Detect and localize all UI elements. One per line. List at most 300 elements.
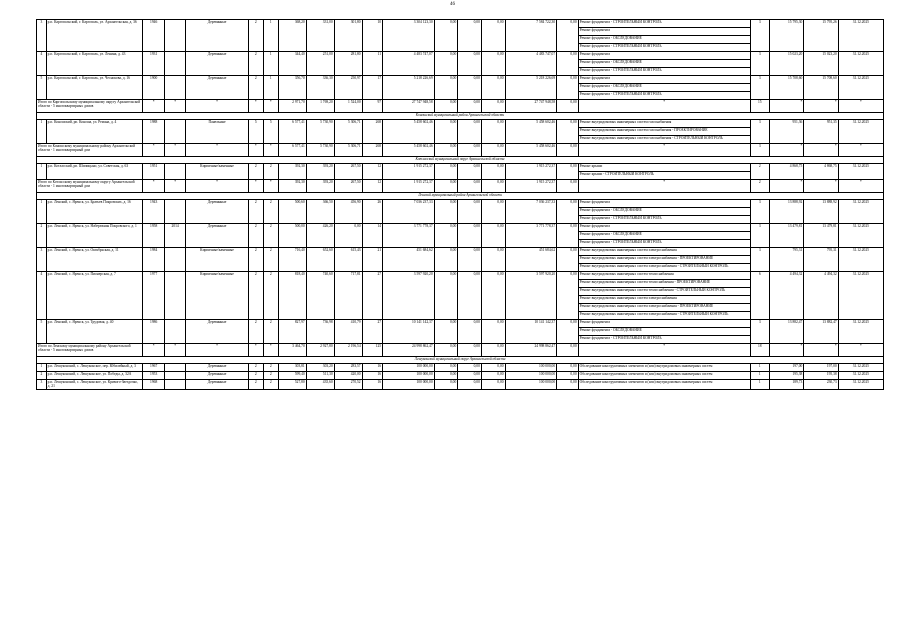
wall-material-cell: Деревянные — [186, 372, 248, 380]
unit-cost-cell: 15 795,30 — [769, 20, 803, 52]
other-funds-cell: 0,00 — [557, 20, 578, 52]
owner-funds-cell: 100 000,00 — [505, 372, 557, 380]
floors-cell: 2 — [248, 76, 263, 100]
work-type-item: Ремонт фундамента - ОБСЛЕДОВАНИЕ — [579, 328, 750, 336]
work-type-item: Ремонт фундамента - СТРОИТЕЛЬНЫЙ КОНТРОЛЬ — [579, 240, 662, 244]
residents-cell: 125 — [362, 344, 382, 357]
reconstruction-year-cell — [164, 320, 185, 344]
address-cell: р.п. Каргопольский, г. Каргополь, ул. Архангельская, д. 36 — [46, 20, 143, 52]
work-count-cell: 3 — [750, 76, 769, 100]
unit-cost-cell: 4 494,32 — [769, 272, 803, 320]
residents-cell: 268 — [362, 144, 382, 157]
entrances-cell: 2 — [263, 164, 278, 180]
local-funds-cell: 0,00 — [481, 120, 505, 144]
deadline-cell: * — [838, 144, 883, 157]
other-funds-cell: 0,00 — [557, 144, 578, 157]
work-type-cell — [578, 248, 750, 272]
residents-cell: 14 — [362, 224, 382, 248]
work-count-cell: 2 — [750, 180, 769, 193]
work-count-cell: 6 — [750, 272, 769, 320]
total-area-cell: 599,40 — [278, 372, 306, 380]
row-number-cell: 4 — [37, 272, 47, 320]
work-type-item: Ремонт фундамента - ОБСЛЕДОВАНИЕ — [579, 232, 750, 240]
work-type-item: Обследование конструктивных элементов и (или) внутридомовых инженерных систем — [579, 380, 713, 384]
regional-funds-cell: 0,00 — [458, 200, 482, 224]
total-cost-cell: 27 747 948,58 — [383, 100, 435, 113]
regional-funds-cell: 0,00 — [458, 100, 482, 113]
floors-cell: 2 — [248, 224, 263, 248]
owner-funds-cell: 5 458 602,46 — [505, 144, 557, 157]
living-area-cell: 393,20 — [306, 164, 334, 180]
total-area-cell: 818,40 — [278, 272, 306, 320]
federal-funds-cell: 0,00 — [434, 180, 458, 193]
work-type-item: Ремонт внутридомовых инженерных систем электроснабжения — [579, 248, 750, 256]
private-area-cell: 5 306,71 — [334, 120, 362, 144]
reconstruction-year-cell — [164, 164, 185, 180]
floors-cell: * — [248, 144, 263, 157]
residents-cell: 27 — [362, 320, 382, 344]
living-area-cell: 336,30 — [306, 76, 334, 100]
private-area-cell: 717,81 — [334, 272, 362, 320]
federal-funds-cell: 0,00 — [434, 320, 458, 344]
total-cost-cell: 5 458 602,46 — [383, 120, 435, 144]
work-type-item: Обследование конструктивных элементов и (или) внутридомовых инженерных систем — [579, 364, 713, 368]
federal-funds-cell: 0,00 — [434, 248, 458, 272]
floors-cell: 5 — [248, 120, 263, 144]
address-cell: р.п. Ленский, с. Яренск, ул. Пионерская, д. 7 — [46, 272, 143, 320]
row-number-cell: 3 — [37, 20, 47, 52]
work-type-item: Ремонт фундамента — [579, 224, 750, 232]
work-type-item: Ремонт внутридомовых инженерных систем газоснабжения — [579, 120, 750, 128]
private-area-cell: 301,80 — [334, 20, 362, 52]
work-type-item: Ремонт внутридомовых инженерных систем теплоснабжения — [579, 272, 750, 280]
total-area-cell: 303,81 — [278, 364, 306, 372]
reconstruction-year-cell: * — [164, 180, 185, 193]
other-funds-cell: 0,00 — [557, 272, 578, 320]
work-type-item: Ремонт фундамента - СТРОИТЕЛЬНЫЙ КОНТРОЛЬ — [579, 92, 662, 96]
private-area-cell: 283,57 — [334, 364, 362, 372]
total-row — [37, 344, 884, 357]
floors-cell: 2 — [248, 364, 263, 372]
total-area-cell: 500,00 — [278, 224, 306, 248]
floors-cell: 2 — [248, 164, 263, 180]
work-type-item: Ремонт внутридомовых инженерных систем газоснабжения - СТРОИТЕЛЬНЫЙ КОНТРОЛЬ — [579, 136, 723, 140]
reconstruction-year-cell: * — [164, 144, 185, 157]
work-count-cell: 3 — [750, 52, 769, 76]
floors-cell: 2 — [248, 272, 263, 320]
work-type-item: Ремонт фундамента - ОБСЛЕДОВАНИЕ — [579, 84, 750, 92]
private-area-cell: 615,43 — [334, 248, 362, 272]
unit-cost-cell: 15 023,20 — [769, 52, 803, 76]
total-area-cell: 6 577,41 — [278, 144, 306, 157]
unit-cost-cell: 15 708,60 — [769, 76, 803, 100]
work-type-cell — [578, 272, 750, 320]
federal-funds-cell: 0,00 — [434, 200, 458, 224]
unit-cost-cell: 13 882,47 — [769, 320, 803, 344]
local-funds-cell: 0,00 — [481, 380, 505, 390]
floors-cell: * — [248, 180, 263, 193]
entrances-cell: 1 — [263, 76, 278, 100]
address-cell: р.п. Ленский, с. Яренск, ул. Набережная Покровского, д. 1 — [46, 224, 143, 248]
residents-cell: 16 — [362, 372, 382, 380]
federal-funds-cell: 0,00 — [434, 272, 458, 320]
residents-cell: 27 — [362, 272, 382, 320]
regional-funds-cell: 0,00 — [458, 144, 482, 157]
other-funds-cell: 0,00 — [557, 248, 578, 272]
private-area-cell: 420,00 — [334, 372, 362, 380]
wall-material-cell: Деревянные — [186, 224, 248, 248]
max-unit-cost-cell: 15 795,26 — [804, 20, 838, 52]
regional-funds-cell: 0,00 — [458, 224, 482, 248]
federal-funds-cell: 0,00 — [434, 144, 458, 157]
total-label-cell: Итого по Котласскому муниципальному округу Архангельской области - 1 многоквартирный дом — [37, 180, 143, 193]
work-type-item: Ремонт внутридомовых инженерных систем электроснабжения - СТРОИТЕЛЬНЫЙ КОНТРОЛЬ — [579, 264, 729, 268]
total-cost-cell: 100 000,00 — [383, 380, 435, 390]
work-count-cell: 3 — [750, 120, 769, 144]
max-unit-cost-cell: * — [804, 100, 838, 113]
work-type-cell: * — [578, 180, 750, 193]
residents-cell: 26 — [362, 200, 382, 224]
section-header-row — [37, 193, 884, 200]
wall-material-cell: Деревянные — [186, 76, 248, 100]
build-year-cell: 1953 — [143, 372, 164, 380]
reconstruction-year-cell: 2014 — [164, 224, 185, 248]
wall-material-cell: Деревянные — [186, 364, 248, 372]
build-year-cell: 1900 — [143, 76, 164, 100]
work-type-item: Ремонт фундамента - ОБСЛЕДОВАНИЕ — [579, 36, 750, 44]
table-row — [37, 224, 884, 248]
owner-funds-cell: 1 915 272,37 — [505, 180, 557, 193]
regional-funds-cell: 0,00 — [458, 372, 482, 380]
unit-cost-cell: * — [769, 180, 803, 193]
work-type-item: Ремонт фундамента — [579, 28, 750, 36]
living-area-cell: 393,20 — [306, 180, 334, 193]
other-funds-cell: 0,00 — [557, 200, 578, 224]
regional-funds-cell: 0,00 — [458, 164, 482, 180]
work-type-cell — [578, 364, 750, 372]
max-unit-cost-cell: * — [804, 180, 838, 193]
residents-cell: 16 — [362, 380, 382, 390]
living-area-cell: 740,60 — [306, 272, 334, 320]
unit-cost-cell: * — [769, 144, 803, 157]
deadline-cell: 31.12.2025 — [838, 20, 883, 52]
total-cost-cell: 1 915 272,37 — [383, 164, 435, 180]
local-funds-cell: 0,00 — [481, 372, 505, 380]
local-funds-cell: 0,00 — [481, 76, 505, 100]
private-area-cell: 1 524,00 — [334, 100, 362, 113]
wall-material-cell: * — [186, 144, 248, 157]
row-number-cell: 4 — [37, 52, 47, 76]
federal-funds-cell: 0,00 — [434, 120, 458, 144]
regional-funds-cell: 0,00 — [458, 120, 482, 144]
deadline-cell: 31.12.2025 — [838, 76, 883, 100]
build-year-cell: 1984 — [143, 248, 164, 272]
owner-funds-cell: 3 597 920,20 — [505, 272, 557, 320]
local-funds-cell: 0,00 — [481, 320, 505, 344]
build-year-cell: * — [143, 180, 164, 193]
table-row — [37, 76, 884, 100]
local-funds-cell: 0,00 — [481, 248, 505, 272]
wall-material-cell: Кирпичные/каменные — [186, 248, 248, 272]
work-type-item: Ремонт фундамента - СТРОИТЕЛЬНЫЙ КОНТРОЛЬ — [579, 20, 750, 28]
private-area-cell: 0,00 — [334, 224, 362, 248]
build-year-cell: 1986 — [143, 320, 164, 344]
wall-material-cell: Деревянные — [186, 380, 248, 390]
work-type-cell — [578, 76, 750, 100]
max-unit-cost-cell: 15 708,60 — [804, 76, 838, 100]
reconstruction-year-cell — [164, 200, 185, 224]
residents-cell: 11 — [362, 52, 382, 76]
federal-funds-cell: 0,00 — [434, 164, 458, 180]
entrances-cell: * — [263, 180, 278, 193]
local-funds-cell: 0,00 — [481, 20, 505, 52]
reconstruction-year-cell — [164, 380, 185, 390]
work-type-item: Ремонт внутридомовых инженерных систем электроснабжения - ПРОЕКТИРОВАНИЕ — [579, 304, 750, 312]
reconstruction-year-cell — [164, 120, 185, 144]
federal-funds-cell: 0,00 — [434, 76, 458, 100]
deadline-cell: 31.12.2025 — [838, 380, 883, 390]
federal-funds-cell: 0,00 — [434, 224, 458, 248]
work-type-item: Ремонт внутридомовых инженерных систем электроснабжения - СТРОИТЕЛЬНЫЙ КОНТРОЛЬ — [579, 312, 729, 316]
other-funds-cell: 0,00 — [557, 364, 578, 372]
other-funds-cell: 0,00 — [557, 344, 578, 357]
table-row — [37, 120, 884, 144]
reconstruction-year-cell: * — [164, 100, 185, 113]
row-number-cell: 3 — [37, 248, 47, 272]
work-type-item: Ремонт фундамента - ОБСЛЕДОВАНИЕ — [579, 208, 750, 216]
work-type-item: Ремонт фундамента — [579, 76, 750, 84]
private-area-cell: 270,52 — [334, 380, 362, 390]
deadline-cell: * — [838, 100, 883, 113]
work-type-item: Ремонт фундамента - СТРОИТЕЛЬНЫЙ КОНТРОЛЬ — [579, 44, 662, 48]
total-area-cell: 392,30 — [278, 164, 306, 180]
deadline-cell: 31.12.2025 — [838, 372, 883, 380]
work-type-cell — [578, 120, 750, 144]
table-row — [37, 272, 884, 320]
max-unit-cost-cell: 197,00 — [804, 364, 838, 372]
deadline-cell: 31.12.2025 — [838, 164, 883, 180]
local-funds-cell: 0,00 — [481, 144, 505, 157]
max-unit-cost-cell: 13 882,47 — [804, 320, 838, 344]
other-funds-cell: 0,00 — [557, 180, 578, 193]
section-title: Лешуконский муниципальный округ Архангельской области — [37, 357, 884, 364]
living-area-cell: 251,00 — [306, 52, 334, 76]
regional-funds-cell: 0,00 — [458, 320, 482, 344]
work-count-cell: 15 — [750, 100, 769, 113]
work-type-item: Ремонт фундамента - СТРОИТЕЛЬНЫЙ КОНТРОЛЬ — [579, 68, 662, 72]
work-type-cell: * — [578, 344, 750, 357]
wall-material-cell: Кирпичные/каменные — [186, 272, 248, 320]
owner-funds-cell: 4 483 747,07 — [505, 52, 557, 76]
work-count-cell: 3 — [750, 20, 769, 52]
reconstruction-year-cell — [164, 272, 185, 320]
reconstruction-year-cell — [164, 20, 185, 52]
max-unit-cost-cell: 195,38 — [804, 372, 838, 380]
local-funds-cell: 0,00 — [481, 344, 505, 357]
unit-cost-cell: * — [769, 344, 803, 357]
section-header-row — [37, 157, 884, 164]
residents-cell: 10 — [362, 20, 382, 52]
total-row — [37, 100, 884, 113]
federal-funds-cell: 0,00 — [434, 100, 458, 113]
address-cell: р.п. Лешуконский, с. Лешуконское, ул. Победы, д. 32А — [46, 372, 143, 380]
max-unit-cost-cell: 4 868,75 — [804, 164, 838, 180]
max-unit-cost-cell: * — [804, 144, 838, 157]
regional-funds-cell: 0,00 — [458, 180, 482, 193]
other-funds-cell: 0,00 — [557, 100, 578, 113]
entrances-cell: 2 — [263, 248, 278, 272]
row-number-cell: 1 — [37, 364, 47, 372]
row-number-cell: 5 — [37, 320, 47, 344]
max-unit-cost-cell: 13 888,92 — [804, 200, 838, 224]
private-area-cell: 250,97 — [334, 76, 362, 100]
total-cost-cell: 7 036 237,33 — [383, 200, 435, 224]
local-funds-cell: 0,00 — [481, 272, 505, 320]
owner-funds-cell: 5 218 226,69 — [505, 76, 557, 100]
section-title: Коношский муниципальный район Архангельской области — [37, 113, 884, 120]
build-year-cell: * — [143, 344, 164, 357]
work-type-cell — [578, 20, 750, 52]
max-unit-cost-cell: 230,73 — [804, 380, 838, 390]
federal-funds-cell: 0,00 — [434, 52, 458, 76]
work-type-item: Обследование конструктивных элементов и (или) внутридомовых инженерных систем — [579, 372, 713, 376]
work-type-item: Ремонт крыши — [579, 164, 750, 172]
entrances-cell: 1 — [263, 52, 278, 76]
work-count-cell: 1 — [750, 364, 769, 372]
private-area-cell: 267,50 — [334, 164, 362, 180]
other-funds-cell: 0,00 — [557, 76, 578, 100]
floors-cell: 2 — [248, 248, 263, 272]
work-type-cell — [578, 200, 750, 224]
owner-funds-cell: 451 684,62 — [505, 248, 557, 272]
section-header-row — [37, 357, 884, 364]
federal-funds-cell: 0,00 — [434, 364, 458, 372]
wall-material-cell: * — [186, 344, 248, 357]
floors-cell: 2 — [248, 20, 263, 52]
work-type-item: Ремонт фундамента - СТРОИТЕЛЬНЫЙ КОНТРОЛЬ — [579, 336, 662, 340]
other-funds-cell: 0,00 — [557, 320, 578, 344]
table-row — [37, 364, 884, 372]
total-area-cell: 3 464,70 — [278, 344, 306, 357]
work-count-cell: 1 — [750, 380, 769, 390]
unit-cost-cell: 189,73 — [769, 380, 803, 390]
address-cell: р.п. Котласский, рп. Шипицыно, ул. Советская, д. 63 — [46, 164, 143, 180]
work-type-cell — [578, 380, 750, 390]
floors-cell: 2 — [248, 372, 263, 380]
total-area-cell: 2 971,70 — [278, 100, 306, 113]
entrances-cell: 2 — [263, 224, 278, 248]
residents-cell: 16 — [362, 364, 382, 372]
work-type-item: Ремонт внутридомовых инженерных систем теплоснабжения - СТРОИТЕЛЬНЫЙ КОНТРОЛЬ — [579, 288, 750, 296]
living-area-cell: 331,00 — [306, 20, 334, 52]
living-area-cell: 511,30 — [306, 372, 334, 380]
address-cell: р.п. Ленский, с. Яренск, ул. Братьев Покровских, д. 16 — [46, 200, 143, 224]
reconstruction-year-cell — [164, 76, 185, 100]
total-area-cell: 368,20 — [278, 20, 306, 52]
other-funds-cell: 0,00 — [557, 120, 578, 144]
living-area-cell: 1 769,20 — [306, 100, 334, 113]
local-funds-cell: 0,00 — [481, 164, 505, 180]
private-area-cell: 456,90 — [334, 200, 362, 224]
work-type-item: Ремонт фундамента - СТРОИТЕЛЬНЫЙ КОНТРОЛЬ — [579, 216, 662, 220]
other-funds-cell: 0,00 — [557, 380, 578, 390]
regional-funds-cell: 0,00 — [458, 248, 482, 272]
total-area-cell: 392,30 — [278, 180, 306, 193]
residents-cell: 97 — [362, 100, 382, 113]
owner-funds-cell: 10 141 142,37 — [505, 320, 557, 344]
residents-cell: 268 — [362, 120, 382, 144]
federal-funds-cell: 0,00 — [434, 20, 458, 52]
work-type-cell — [578, 224, 750, 248]
living-area-cell: 652,60 — [306, 248, 334, 272]
residents-cell: 12 — [362, 180, 382, 193]
other-funds-cell: 0,00 — [557, 372, 578, 380]
living-area-cell: 426,20 — [306, 224, 334, 248]
table-row — [37, 200, 884, 224]
max-unit-cost-cell: 4 494,32 — [804, 272, 838, 320]
reconstruction-year-cell: * — [164, 344, 185, 357]
unit-cost-cell: 795,31 — [769, 248, 803, 272]
wall-material-cell: Деревянные — [186, 52, 248, 76]
total-area-cell: 716,40 — [278, 248, 306, 272]
reconstruction-year-cell — [164, 52, 185, 76]
total-cost-cell: 451 684,62 — [383, 248, 435, 272]
build-year-cell: 1977 — [143, 272, 164, 320]
owner-funds-cell: 1 915 272,37 — [505, 164, 557, 180]
total-cost-cell: 3 597 920,20 — [383, 272, 435, 320]
entrances-cell: 2 — [263, 364, 278, 372]
local-funds-cell: 0,00 — [481, 180, 505, 193]
residents-cell: 17 — [362, 76, 382, 100]
local-funds-cell: 0,00 — [481, 52, 505, 76]
table-row — [37, 248, 884, 272]
total-cost-cell: 3 771 778,37 — [383, 224, 435, 248]
row-number-cell: 1 — [37, 120, 47, 144]
entrances-cell: 1 — [263, 20, 278, 52]
address-cell: р.п. Каргопольский, г. Каргополь, ул. Чеснокова, д. 16 — [46, 76, 143, 100]
residents-cell: 12 — [362, 164, 382, 180]
entrances-cell: 5 — [263, 120, 278, 144]
work-type-cell: * — [578, 144, 750, 157]
unit-cost-cell: 4 868,75 — [769, 164, 803, 180]
build-year-cell: 1968 — [143, 380, 164, 390]
section-title: Ленский муниципальный район Архангельской области — [37, 193, 884, 200]
work-type-cell: * — [578, 100, 750, 113]
regional-funds-cell: 0,00 — [458, 76, 482, 100]
residents-cell: 21 — [362, 248, 382, 272]
private-area-cell: 410,79 — [334, 320, 362, 344]
wall-material-cell: Деревянные — [186, 320, 248, 344]
wall-material-cell: Панельные — [186, 120, 248, 144]
work-type-item: Ремонт фундамента — [579, 52, 750, 60]
table-row — [37, 380, 884, 390]
entrances-cell: 2 — [263, 380, 278, 390]
living-area-cell: 366,50 — [306, 200, 334, 224]
private-area-cell: 5 306,71 — [334, 144, 362, 157]
work-type-item: Ремонт внутридомовых инженерных систем электроснабжения - ПРОЕКТИРОВАНИЕ — [579, 256, 750, 264]
build-year-cell: 1988 — [143, 120, 164, 144]
max-unit-cost-cell: 15 023,20 — [804, 52, 838, 76]
unit-cost-cell: 195,38 — [769, 372, 803, 380]
row-number-cell: 2 — [37, 372, 47, 380]
living-area-cell: 2 927,80 — [306, 344, 334, 357]
local-funds-cell: 0,00 — [481, 200, 505, 224]
total-area-cell: 827,97 — [278, 320, 306, 344]
owner-funds-cell: 27 747 948,58 — [505, 100, 557, 113]
work-type-cell — [578, 52, 750, 76]
wall-material-cell: * — [186, 180, 248, 193]
repair-program-table — [36, 19, 884, 390]
